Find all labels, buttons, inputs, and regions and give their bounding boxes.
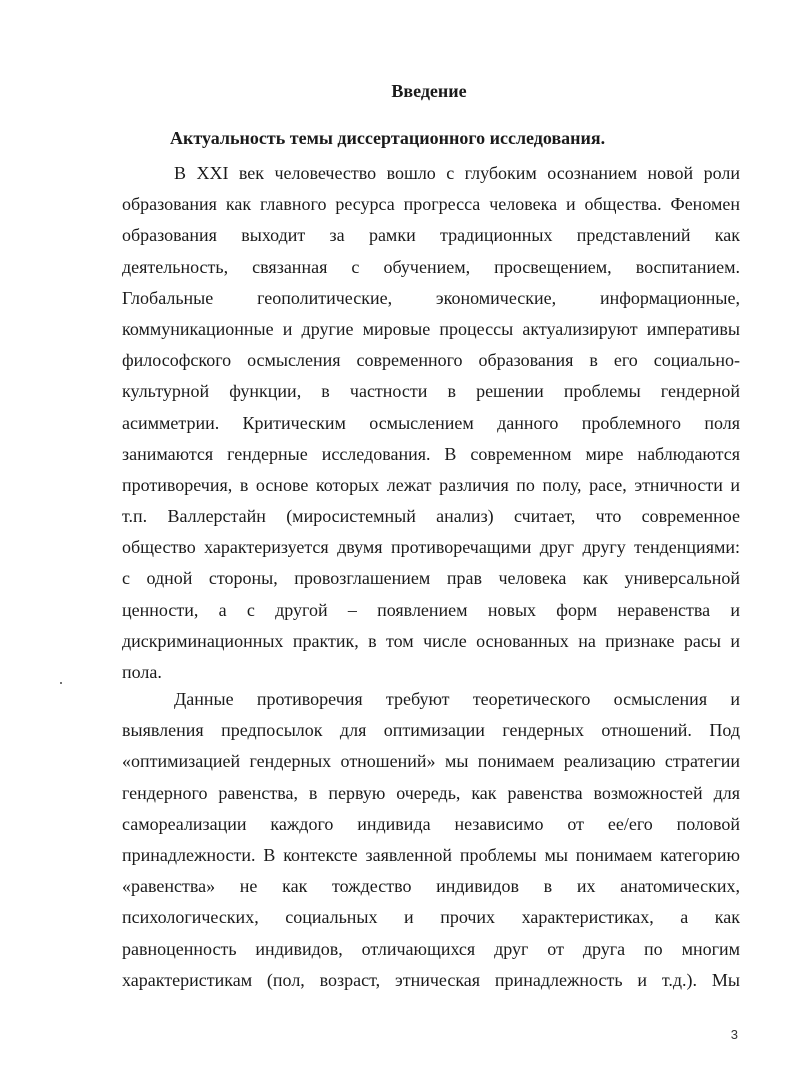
paragraph-line: пола.: [122, 662, 162, 682]
paragraph-line: «равенства» не как тождество индивидов в их анатомических,: [122, 876, 740, 897]
paragraph-line: образования как главного ресурса прогресса человека и общества. Феномен: [122, 194, 740, 215]
paragraph-relevance: [122, 158, 740, 688]
paragraph-line: т.п. Валлерстайн (миросистемный анализ) считает, что современное: [122, 506, 740, 527]
paragraph-line: ценности, а с другой – появлением новых форм неравенства и: [122, 599, 740, 620]
paragraph-line: выявления предпосылок для оптимизации гендерных отношений. Под: [122, 720, 740, 741]
paragraph-line: деятельность, связанная с обучением, просвещением, воспитанием.: [122, 256, 740, 277]
paragraph-line: коммуникационные и другие мировые процессы актуализируют императивы: [122, 318, 740, 339]
paragraph-line: «оптимизацией гендерных отношений» мы понимаем реализацию стратегии: [122, 751, 740, 772]
paragraph-line: В XXI век человечество вошло с глубоким осознанием новой роли: [174, 163, 740, 183]
scan-speck: [60, 682, 62, 684]
paragraph-line: противоречия, в основе которых лежат различия по полу, расе, этничности и: [122, 474, 740, 495]
paragraph-line: философского осмысления современного образования в его социально-: [122, 350, 740, 371]
paragraph-line: гендерного равенства, в первую очередь, как равенства возможностей для: [122, 782, 740, 803]
paragraph-line: общество характеризуется двумя противоречащими друг другу тенденциями:: [122, 537, 740, 558]
paragraph-line: культурной функции, в частности в решении проблемы гендерной: [122, 381, 740, 402]
page-title: Введение: [391, 81, 467, 101]
paragraph-line: Глобальные геополитические, экономические, информационные,: [122, 287, 740, 308]
page-number: 3: [730, 1027, 738, 1042]
section-subheading: Актуальность темы диссертационного исследования.: [170, 128, 606, 148]
paragraph-line: принадлежности. В контексте заявленной проблемы мы понимаем категорию: [122, 844, 740, 865]
paragraph-line: занимаются гендерные исследования. В современном мире наблюдаются: [122, 443, 740, 464]
paragraph-line: равноценность индивидов, отличающихся друг от друга по многим: [122, 938, 740, 959]
paragraph-line: образования выходит за рамки традиционных представлений как: [122, 225, 740, 246]
paragraph-line: самореализации каждого индивида независимо от ее/его половой: [122, 813, 740, 834]
paragraph-line: характеристикам (пол, возраст, этническая принадлежность и т.д.). Мы: [122, 969, 740, 990]
paragraph-line: психологических, социальных и прочих характеристиках, а как: [122, 907, 740, 928]
paragraph-line: асимметрии. Критическим осмыслением данного проблемного поля: [122, 412, 740, 433]
paragraph-contradictions: [122, 684, 740, 996]
paragraph-line: с одной стороны, провозглашением прав человека как универсальной: [122, 568, 740, 589]
paragraph-line: дискриминационных практик, в том числе основанных на признаке расы и: [122, 630, 740, 651]
paragraph-line: Данные противоречия требуют теоретического осмысления и: [174, 689, 740, 709]
